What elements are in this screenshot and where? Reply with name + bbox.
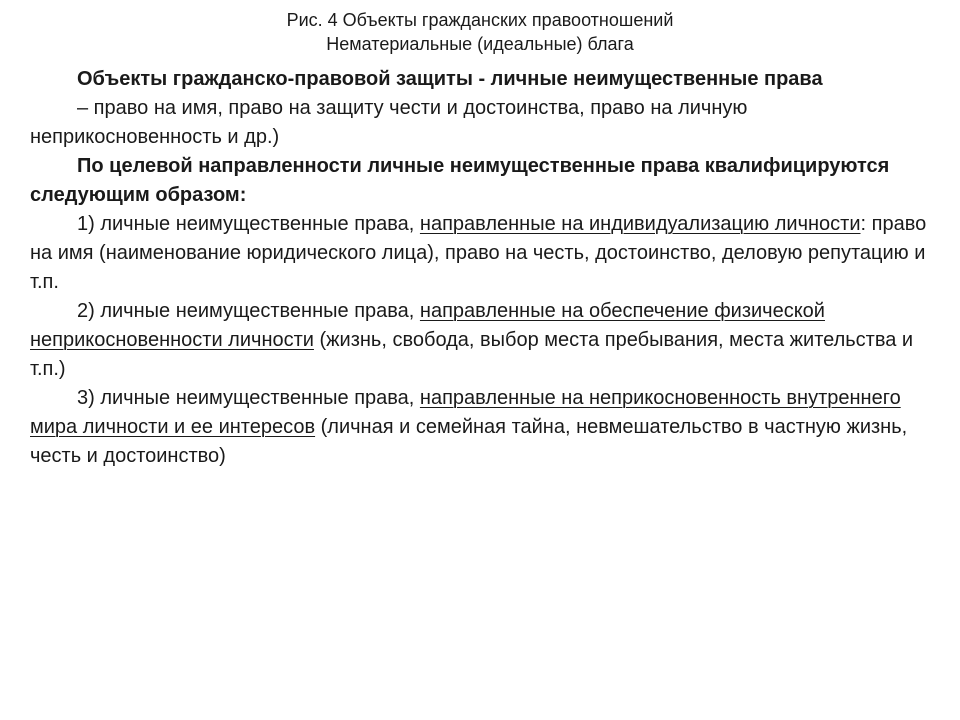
figure-subtitle: Нематериальные (идеальные) блага — [326, 34, 634, 54]
classification-item-1 — [30, 210, 930, 297]
item-2-underlined: направленные на обеспечение физической неприкосновенности личности — [30, 300, 825, 351]
item-1-rest: : право на имя (наименование юридического лица), право на честь, достоинство, деловую репутацию и т.п. — [30, 213, 927, 293]
classification-heading-paragraph: По целевой направленности личные неимущественные права квалифицируются следующим образом: — [30, 155, 890, 206]
rights-examples-paragraph: – право на имя, право на защиту чести и достоинства, право на личную неприкосновенность и др.) — [30, 97, 748, 148]
item-1-underlined: направленные на индивидуализацию личности — [419, 213, 861, 235]
figure-title: Рис. 4 Объекты гражданских правоотношений — [286, 10, 674, 30]
classification-item-2 — [30, 297, 930, 384]
slide-caption — [0, 8, 960, 56]
classification-item-3 — [30, 384, 930, 471]
item-3-underlined: направленные на неприкосновенность внутреннего мира личности и ее интересов — [30, 387, 901, 438]
slide-body — [30, 65, 930, 471]
item-3-lead: 3) личные неимущественные права, — [77, 387, 420, 409]
item-3-rest: (личная и семейная тайна, невмешательство в частную жизнь, честь и достоинство) — [30, 416, 908, 467]
item-2-lead: 2) личные неимущественные права, — [77, 300, 420, 322]
item-2-rest: (жизнь, свобода, выбор места пребывания, места жительства и т.п.) — [30, 329, 914, 380]
objects-heading-paragraph: Объекты гражданско-правовой защиты - личные неимущественные права — [77, 68, 823, 90]
item-1-lead: 1) личные неимущественные права, — [77, 213, 420, 235]
